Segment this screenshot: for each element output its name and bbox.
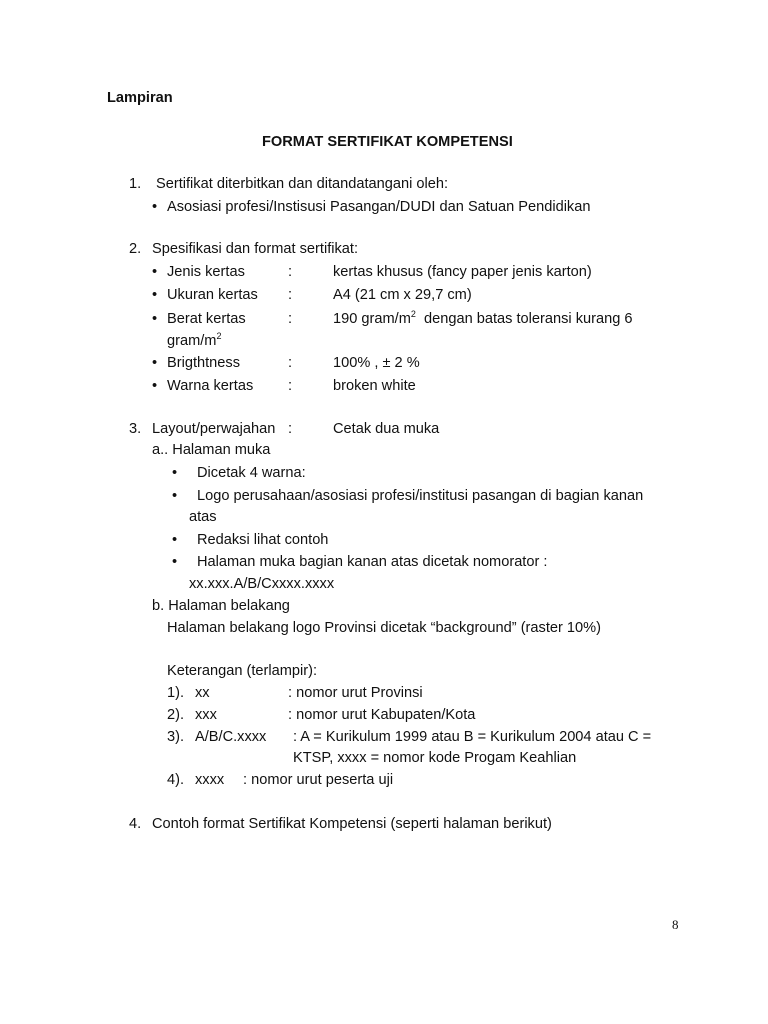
spec-value-berat: 190 gram/$m^2$ dengan batas toleransi kurang 6 [333, 309, 633, 327]
muka-item-cont: xx.xxx.A/B/Cxxxx.xxxx [189, 576, 335, 592]
halaman-belakang-text: Halaman belakang logo Provinsi dicetak “background” (raster 10%) [167, 620, 601, 636]
halaman-muka-heading: a.. Halaman muka [152, 442, 271, 458]
bullet: • [152, 287, 158, 303]
keterangan-number: 1). [167, 685, 185, 701]
muka-item: Redaksi lihat contoh [197, 532, 329, 548]
bullet: • [152, 199, 158, 215]
lampiran-label: Lampiran [107, 90, 173, 106]
keterangan-number: 3). [167, 729, 185, 745]
bullet: • [172, 488, 178, 504]
keterangan-number: 2). [167, 707, 185, 723]
section-4-text: Contoh format Sertifikat Kompetensi (seperti halaman berikut) [152, 816, 552, 832]
keterangan-key: xxxx [195, 772, 225, 788]
keterangan-value: : nomor urut Provinsi [288, 685, 423, 701]
keterangan-value: : nomor urut peserta uji [243, 772, 394, 788]
section-1-text: Sertifikat diterbitkan dan ditandatangani oleh: [156, 176, 449, 192]
halaman-belakang-heading: b. Halaman belakang [152, 598, 290, 614]
spec-value-warna: broken white [333, 378, 416, 394]
bullet: • [172, 465, 178, 481]
spec-value-brightness: 100% , ± 2 % [333, 355, 420, 371]
spec-colon: : [288, 311, 293, 327]
spec-label-jenis: Jenis kertas [167, 264, 245, 280]
bullet: • [172, 532, 178, 548]
spec-colon: : [288, 287, 293, 303]
keterangan-key: A/B/C.xxxx [195, 729, 267, 745]
keterangan-number: 4). [167, 772, 185, 788]
layout-value: Cetak dua muka [333, 421, 440, 437]
keterangan-value-cont: KTSP, xxxx = nomor kode Progam Keahlian [293, 750, 577, 766]
muka-item: Dicetak 4 warna: [197, 465, 306, 481]
spec-value-jenis: kertas khusus (fancy paper jenis karton) [333, 264, 592, 280]
section-2-number: 2. [129, 241, 142, 257]
bullet: • [152, 264, 158, 280]
document-title: FORMAT SERTIFIKAT KOMPETENSI [262, 134, 513, 150]
keterangan-value: : nomor urut Kabupaten/Kota [288, 707, 476, 723]
layout-colon: : [288, 421, 293, 437]
keterangan-key: xx [195, 685, 210, 701]
spec-colon: : [288, 264, 293, 280]
spec-value-berat-cont: gram/$m^2$ [167, 331, 222, 349]
spec-label-berat: Berat kertas [167, 311, 246, 327]
layout-label: Layout/perwajahan [152, 421, 276, 437]
muka-item: Logo perusahaan/asosiasi profesi/institusi pasangan di bagian kanan [197, 488, 644, 504]
keterangan-key: xxx [195, 707, 217, 723]
spec-label-brightness: Brigthtness [167, 355, 241, 371]
bullet: • [152, 378, 158, 394]
spec-value-ukuran: A4 (21 cm x 29,7 cm) [333, 287, 472, 303]
bullet: • [172, 554, 178, 570]
muka-item: Halaman muka bagian kanan atas dicetak nomorator : [197, 554, 548, 570]
spec-label-warna: Warna kertas [167, 378, 254, 394]
section-3-number: 3. [129, 421, 142, 437]
spec-label-ukuran: Ukuran kertas [167, 287, 258, 303]
muka-item-cont: atas [189, 509, 217, 525]
section-2-text: Spesifikasi dan format sertifikat: [152, 241, 359, 257]
spec-colon: : [288, 355, 293, 371]
keterangan-value: : A = Kurikulum 1999 atau B = Kurikulum 2004 atau C = [293, 729, 652, 745]
bullet: • [152, 311, 158, 327]
page-number: 8 [672, 917, 679, 932]
section-1-item: Asosiasi profesi/Instisusi Pasangan/DUDI dan Satuan Pendidikan [167, 199, 591, 215]
spec-colon: : [288, 378, 293, 394]
section-4-number: 4. [129, 816, 142, 832]
bullet: • [152, 355, 158, 371]
keterangan-heading: Keterangan (terlampir): [167, 663, 318, 679]
section-1-number: 1. [129, 176, 142, 192]
